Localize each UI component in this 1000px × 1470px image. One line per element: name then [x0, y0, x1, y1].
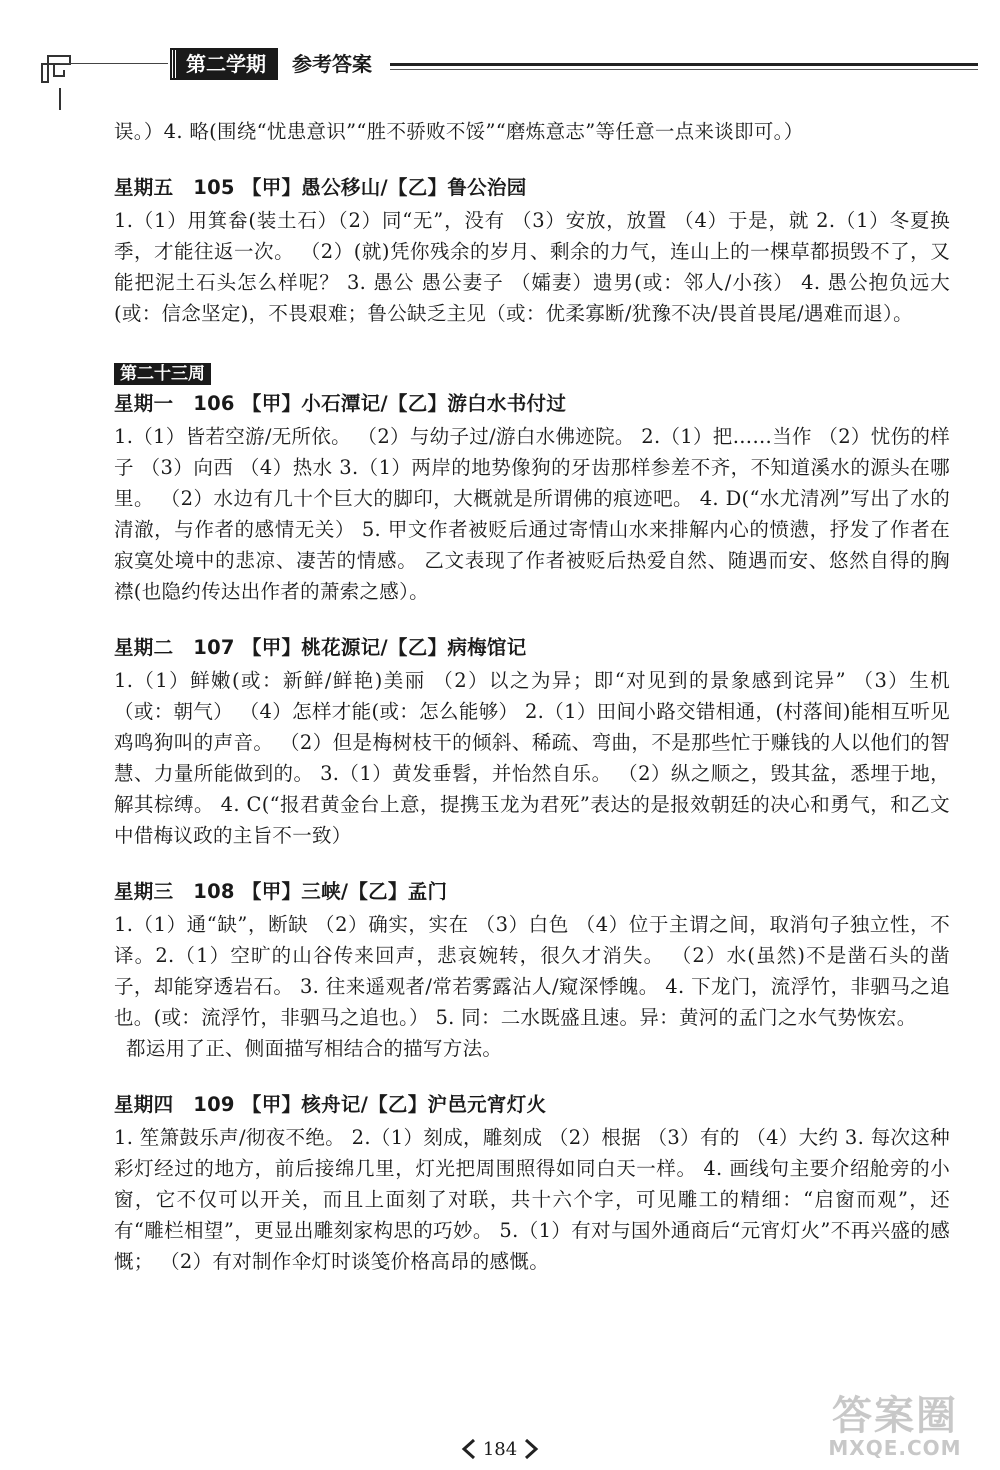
- page-number-group: [461, 1438, 539, 1460]
- section-title: 星期五 105 【甲】愚公移山/【乙】鲁公治园: [114, 176, 527, 199]
- section-title: 星期二 107 【甲】桃花源记/【乙】病梅馆记: [114, 636, 527, 659]
- section-wednesday: [114, 877, 950, 1064]
- header-title: 参考答案: [292, 52, 372, 76]
- section-body-continued: 都运用了正、侧面描写相结合的描写方法。: [126, 1037, 503, 1060]
- section-title: 星期四 109 【甲】核舟记/【乙】沪邑元宵灯火: [114, 1093, 547, 1116]
- section-tuesday: [114, 633, 950, 851]
- header-rule: [390, 63, 978, 66]
- chevron-right-icon: [523, 1438, 539, 1460]
- section-monday: [114, 389, 950, 607]
- section-friday: [114, 173, 950, 329]
- header-rule-left: [60, 63, 168, 64]
- section-body: 1. 笙箫鼓乐声/彻夜不绝。 2.（1）刻成，雕刻成 （2）根据 （3）有的 （4）大约 3. 每次这种彩灯经过的地方，前后接绵几里，灯光把周围照得如同白天一样。 4. 画线句主要介绍舱旁的小窗，它不仅可以开关，而且上面刻了对联，共十六个字，可见雕工的精细：“启窗而观”，还有“雕栏相望”，更显出雕刻家构思的巧妙。 5.（1）有对与国外通商后“元宵灯火”不再兴盛的感慨； （2）有对制作伞灯时谈笺价格高昂的感慨。: [114, 1126, 950, 1273]
- page-number: 184: [482, 1438, 518, 1460]
- section-thursday: [114, 1090, 950, 1277]
- term-badge: 第二学期: [172, 50, 276, 78]
- section-body: 1.（1）用箕畚(装土石）（2）同“无”，没有 （3）安放，放置 （4）于是，就 2.（1）冬夏换季，才能往返一次。 （2）(就)凭你残余的岁月、剩余的力气，连山上的一棵草都损毁不了，又能把泥土石头怎么样呢？ 3. 愚公 愚公妻子 （孀妻）遗男(或：邻人/小孩） 4. 愚公抱负远大(或：信念坚定)，不畏艰难；鲁公缺乏主见（或：优柔寡断/犹豫不决/畏首畏尾/遇难而退）。: [114, 209, 950, 325]
- watermark-logo-text: 答案圈: [832, 1393, 958, 1439]
- section-body: 1.（1）皆若空游/无所依。 （2）与幼子过/游白水佛迹院。 2.（1）把……当作 （2）忧伤的样子 （3）向西 （4）热水 3.（1）两岸的地势像狗的牙齿那样参差不齐，不知道溪水的源头在哪里。 （2）水边有几十个巨大的脚印，大概就是所谓佛的痕迹吧。 4. D(“水尤清冽”写出了水的清澈，与作者的感情无关） 5. 甲文作者被贬后通过寄情山水来排解内心的愤懑，抒发了作者在寂寞处境中的悲凉、凄苦的情感。 乙文表现了作者被贬后热爱自然、随遇而安、悠然自得的胸襟(也隐约传达出作者的萧索之感）。: [114, 425, 950, 603]
- week-badge: 第二十三周: [114, 363, 211, 385]
- page-header: [0, 0, 1000, 120]
- watermark-url: MXQE.COM: [828, 1436, 962, 1460]
- header-rule-thin: [390, 69, 978, 70]
- section-title: 星期三 108 【甲】三峡/【乙】孟门: [114, 880, 448, 903]
- section-title: 星期一 106 【甲】小石潭记/【乙】游白水书付过: [114, 392, 567, 415]
- intro-paragraph: 误。）4. 略(围绕“忧患意识”“胜不骄败不馁”“磨炼意志”等任意一点来谈即可。）: [114, 120, 804, 143]
- section-body: 1.（1）鲜嫩(或：新鲜/鲜艳)美丽 （2）以之为异；即“对见到的景象感到诧异” （3）生机（或：朝气） （4）怎样才能(或：怎么能够） 2.（1）田间小路交错相通，(村落间)能相互听见鸡鸣狗叫的声音。 （2）但是梅树枝干的倾斜、稀疏、弯曲，不是那些忙于赚钱的人以他们的智慧、力量所能做到的。 3.（1）黄发垂髫，并怡然自乐。 （2）纵之顺之，毁其盆，悉埋于地，解其棕缚。 4. C(“报君黄金台上意，提携玉龙为君死”表达的是报效朝廷的决心和勇气，和乙文中借梅议政的主旨不一致）: [114, 669, 950, 847]
- answer-content: [114, 116, 950, 1277]
- site-watermark: [800, 1395, 990, 1465]
- fret-ornament-icon: [40, 52, 100, 112]
- chevron-left-icon: [461, 1438, 477, 1460]
- section-body: 1.（1）通“缺”，断缺 （2）确实，实在 （3）白色 （4）位于主谓之间，取消句子独立性，不译。2.（1）空旷的山谷传来回声，悲哀婉转，很久才消失。 （2）水(虽然)不是凿石头的凿子，却能穿透岩石。 3. 往来遥观者/常若雾露沾人/窥深悸魄。 4. 下龙门，流浮竹，非驷马之追也。(或：流浮竹，非驷马之追也。） 5. 同：二水既盛且速。异：黄河的孟门之水气势恢宏。: [114, 913, 950, 1029]
